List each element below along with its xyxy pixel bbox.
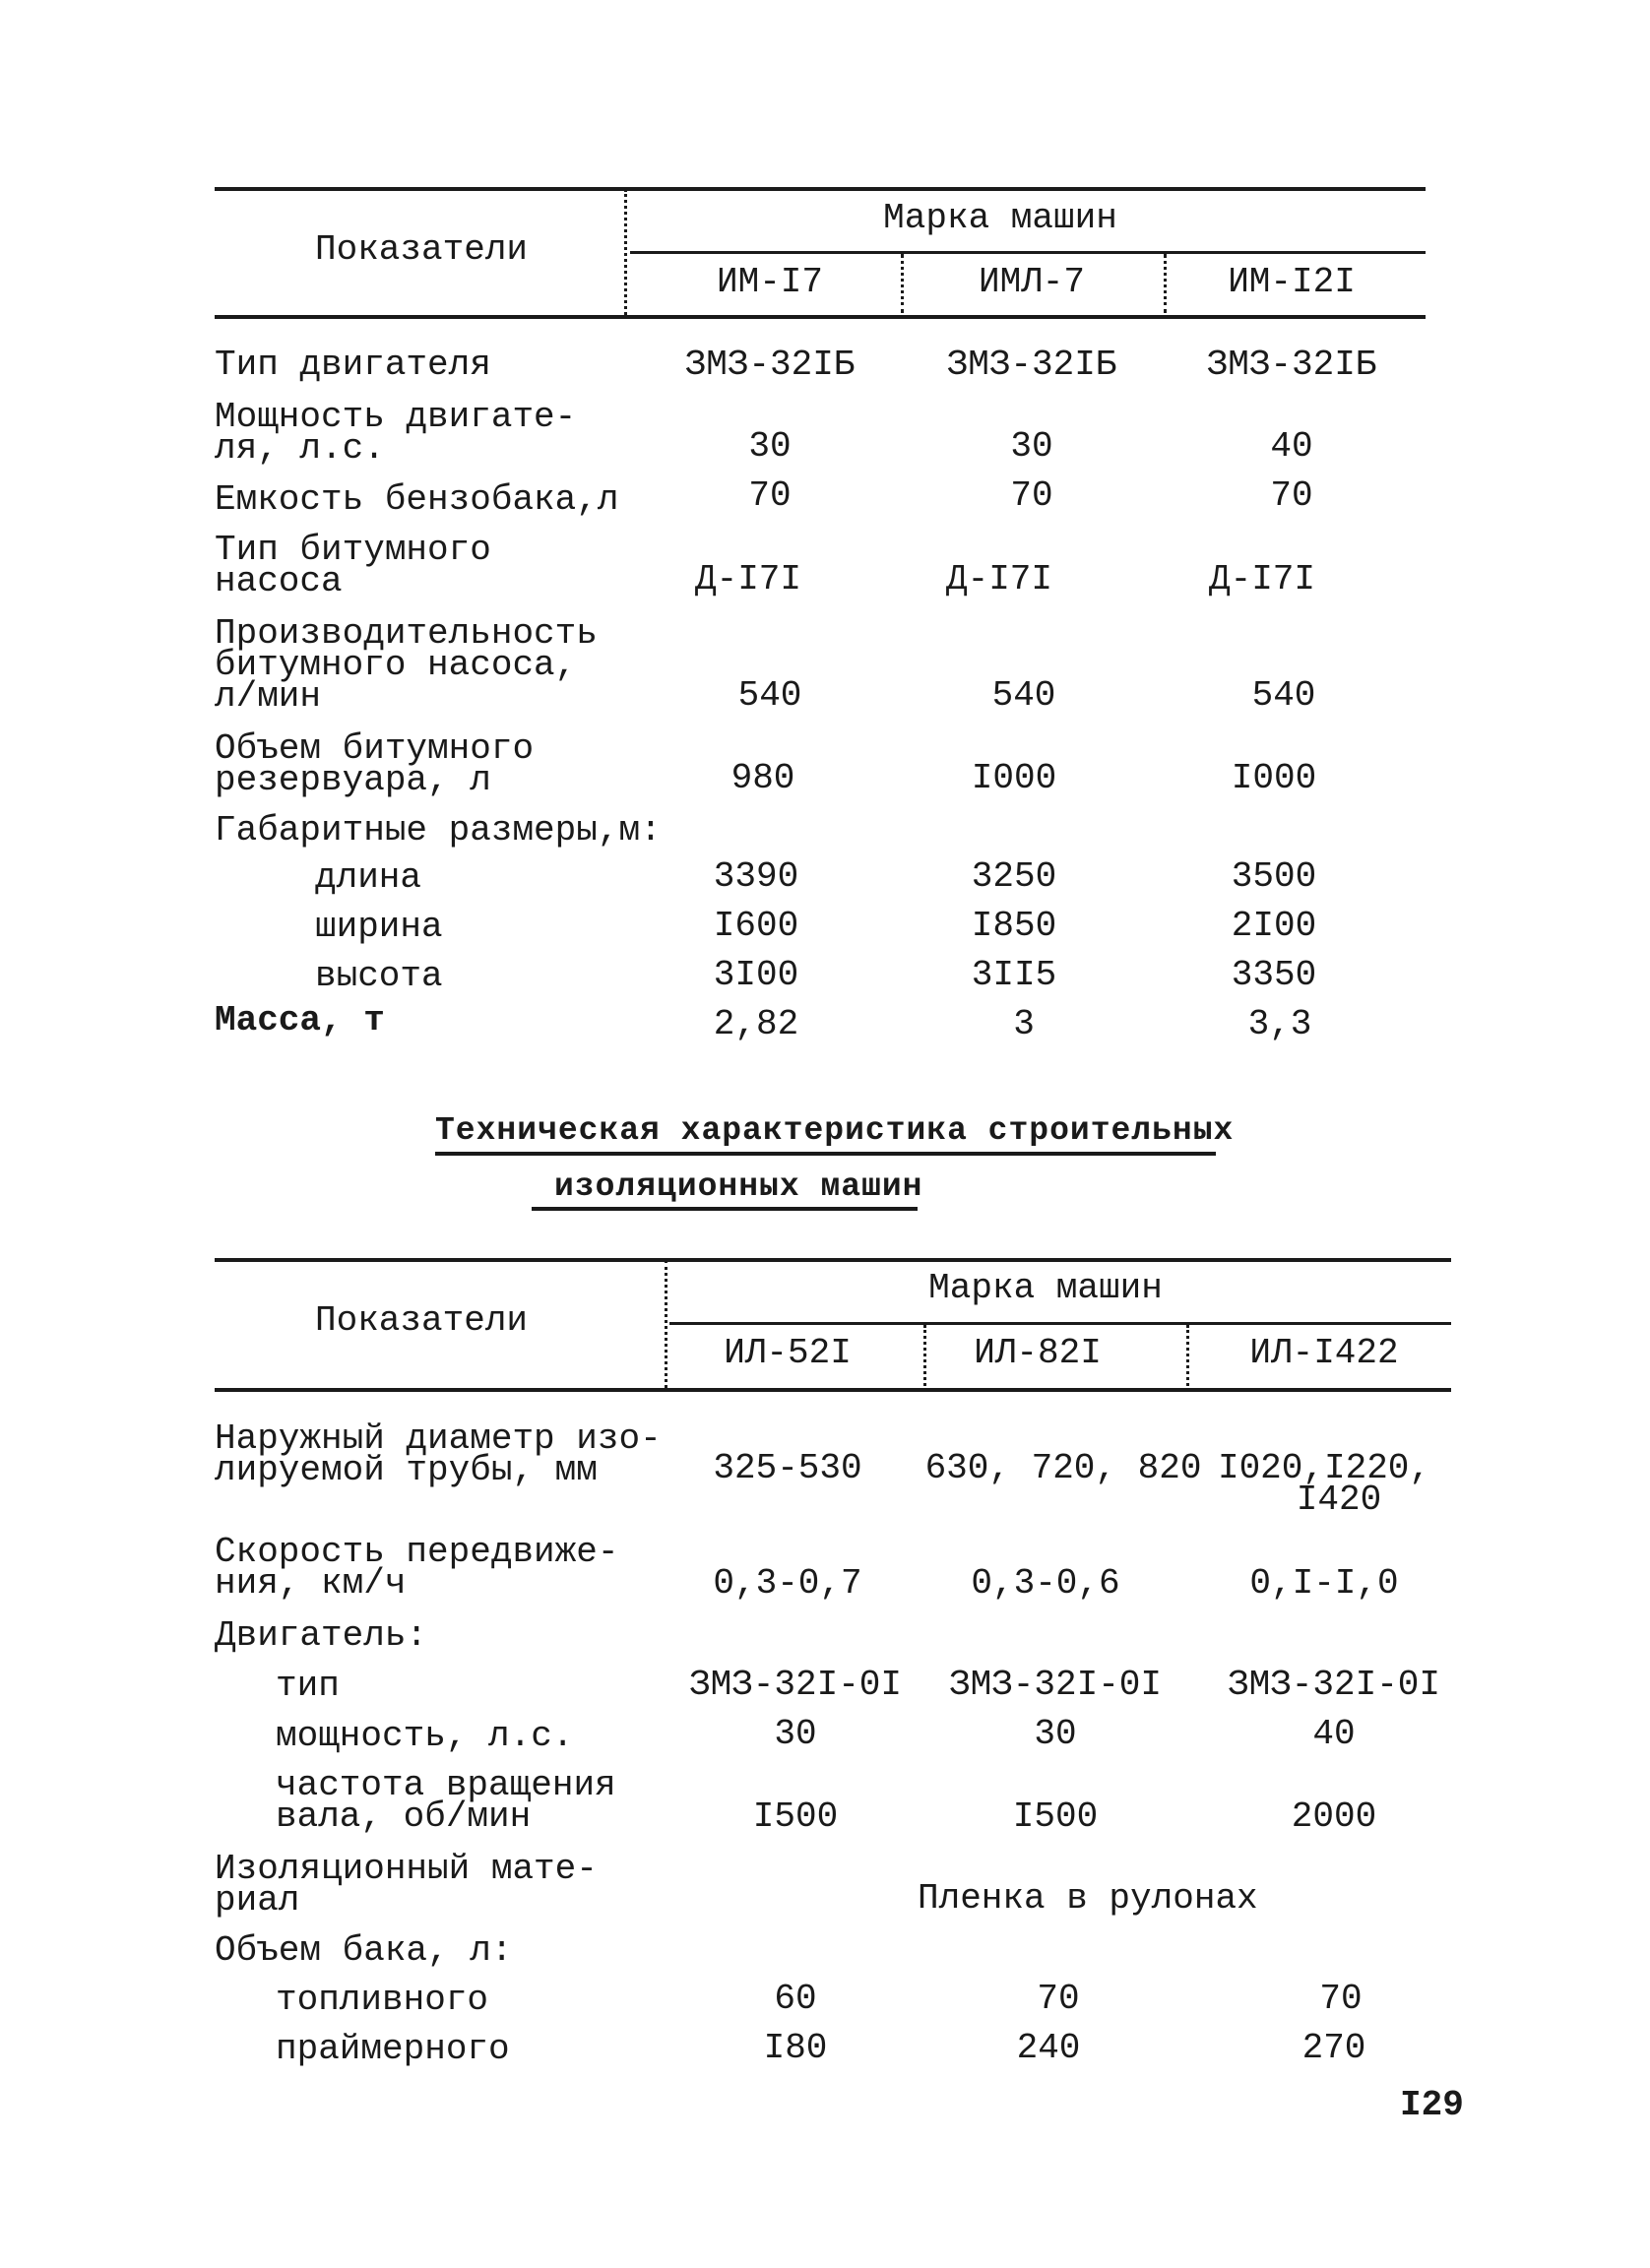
- table1-indicators-header: Показатели: [315, 229, 529, 270]
- table-cell: I600: [713, 906, 799, 946]
- table-row-label: ля, л.с.: [215, 428, 385, 469]
- table-cell: 30: [748, 426, 792, 467]
- table-cell: 0,I-I,0: [1249, 1563, 1399, 1604]
- table-cell: 3II5: [971, 955, 1057, 995]
- table-row-label: высота: [315, 956, 443, 996]
- table-cell: ЗМЗ-32I-0I: [948, 1665, 1163, 1705]
- table-cell: I420: [1296, 1480, 1382, 1520]
- table-row-label: резервуара, л: [215, 760, 491, 800]
- table-row-label: топливного: [276, 1980, 489, 2020]
- table-cell: 3350: [1231, 955, 1317, 995]
- table-row-label: Тип битумного: [215, 530, 491, 570]
- table-cell: 325-530: [713, 1448, 862, 1488]
- table-row-label: праймерного: [276, 2029, 510, 2069]
- table-cell: 0,3-0,7: [713, 1563, 862, 1604]
- table-row-label: Тип двигателя: [215, 345, 491, 385]
- table-cell: 30: [1034, 1714, 1077, 1754]
- table-cell: 70: [748, 475, 792, 516]
- table2-col-divider: [665, 1260, 667, 1388]
- table-row-label: Мощность двигате-: [215, 397, 577, 437]
- table-cell: 40: [1270, 426, 1313, 467]
- table-cell: 70: [1270, 475, 1313, 516]
- table2-col-header: ИЛ-82I: [974, 1333, 1102, 1373]
- table-row-label: Производительность: [215, 613, 598, 654]
- table-cell: 2I00: [1231, 906, 1317, 946]
- table1-col-divider: [624, 189, 627, 315]
- table-row-label: Наружный диаметр изо-: [215, 1418, 662, 1459]
- table1-col-header: ИМЛ-7: [978, 262, 1086, 302]
- title-underline: [532, 1207, 918, 1211]
- table1-group-header: Марка машин: [883, 198, 1117, 238]
- table2-top-rule: [215, 1258, 1451, 1262]
- table-cell: 70: [1010, 475, 1053, 516]
- table1-header-bottom-rule: [215, 315, 1426, 319]
- table-cell: 60: [774, 1979, 817, 2019]
- table-row-label: ширина: [315, 907, 443, 947]
- table-cell: Д-I7I: [945, 559, 1053, 599]
- table-cell: I500: [1012, 1796, 1099, 1837]
- table-row-label: Масса, т: [215, 1000, 385, 1040]
- table-row-label: битумного насоса,: [215, 645, 577, 685]
- table2-col-header: ИЛ-I422: [1249, 1333, 1399, 1373]
- table-row-label: тип: [276, 1666, 340, 1706]
- table1-col-header: ИМ-I2I: [1228, 262, 1356, 302]
- table-cell: ЗМЗ-32IБ: [684, 345, 856, 385]
- section-title-line: Техническая характеристика строительных: [435, 1112, 1235, 1149]
- table1-top-rule: [215, 187, 1426, 191]
- table2-col-divider: [923, 1325, 926, 1386]
- table-cell: 3,3: [1247, 1004, 1312, 1044]
- table-cell: I000: [971, 758, 1057, 798]
- table-cell: Д-I7I: [694, 559, 802, 599]
- table-row-label: длина: [315, 857, 422, 898]
- table-cell: 240: [1016, 2028, 1081, 2068]
- table-cell: I80: [763, 2028, 828, 2068]
- table-cell: 540: [991, 675, 1056, 716]
- table-row-label: насоса: [215, 561, 343, 601]
- table-cell: 3: [1013, 1004, 1035, 1044]
- table-cell: I000: [1231, 758, 1317, 798]
- table2-group-rule: [669, 1322, 1451, 1325]
- table-cell: 630, 720, 820: [924, 1448, 1202, 1488]
- table-row-label: лируемой трубы, мм: [215, 1450, 598, 1490]
- table-row-label: ния, км/ч: [215, 1563, 407, 1604]
- table1-col-header: ИМ-I7: [716, 262, 824, 302]
- table-cell: 3I00: [713, 955, 799, 995]
- table-cell: 40: [1312, 1714, 1356, 1754]
- table-row-label: Двигатель:: [215, 1615, 428, 1656]
- table-cell: 70: [1319, 1979, 1363, 2019]
- table-row-label: мощность, л.с.: [276, 1716, 574, 1756]
- table-cell: 980: [730, 758, 795, 798]
- table-cell: 270: [1301, 2028, 1366, 2068]
- table2-col-divider: [1186, 1325, 1189, 1386]
- table-cell: I020,I220,: [1217, 1448, 1431, 1488]
- table-cell: I500: [752, 1796, 839, 1837]
- table2-group-header: Марка машин: [928, 1268, 1163, 1308]
- table-row-label: частота вращения: [276, 1765, 616, 1805]
- section-title-line: изоляционных машин: [554, 1168, 923, 1205]
- table-row-label: вала, об/мин: [276, 1796, 532, 1837]
- table-row-label: Объем битумного: [215, 728, 535, 769]
- table-row-label: Емкость бензобака,л: [215, 479, 619, 520]
- table2-indicators-header: Показатели: [315, 1300, 529, 1341]
- title-underline: [435, 1152, 1216, 1156]
- table-cell: 0,3-0,6: [971, 1563, 1120, 1604]
- table-cell: 3390: [713, 856, 799, 897]
- table-row-label: Объем бака, л:: [215, 1930, 513, 1971]
- table-cell: 540: [737, 675, 802, 716]
- table-row-label: Габаритные размеры,м:: [215, 810, 662, 850]
- table-cell: 70: [1037, 1979, 1080, 2019]
- table-row-label: риал: [215, 1880, 300, 1921]
- table-cell: ЗМЗ-32I-0I: [688, 1665, 903, 1705]
- table1-col-divider: [901, 254, 904, 313]
- table-cell: 30: [1010, 426, 1053, 467]
- table-row-label: Скорость передвиже-: [215, 1532, 619, 1572]
- table-row-label: Изоляционный мате-: [215, 1849, 598, 1889]
- table-cell: 2,82: [713, 1004, 799, 1044]
- table-cell: 3250: [971, 856, 1057, 897]
- table-cell: I850: [971, 906, 1057, 946]
- table-cell: Д-I7I: [1208, 559, 1316, 599]
- page-number: I29: [1400, 2085, 1464, 2125]
- table-cell: ЗМЗ-32I-0I: [1227, 1665, 1441, 1705]
- table2-col-header: ИЛ-52I: [724, 1333, 852, 1373]
- table-cell-merged: Пленка в рулонах: [918, 1878, 1258, 1919]
- table-cell: 540: [1251, 675, 1316, 716]
- table1-group-rule: [630, 251, 1426, 254]
- table2-header-bottom-rule: [215, 1388, 1451, 1392]
- table-cell: ЗМЗ-32IБ: [946, 345, 1117, 385]
- table-row-label: л/мин: [215, 676, 322, 717]
- table1-col-divider: [1164, 254, 1167, 313]
- table-cell: ЗМЗ-32IБ: [1206, 345, 1377, 385]
- table-cell: 2000: [1291, 1796, 1377, 1837]
- table-cell: 3500: [1231, 856, 1317, 897]
- table-cell: 30: [774, 1714, 817, 1754]
